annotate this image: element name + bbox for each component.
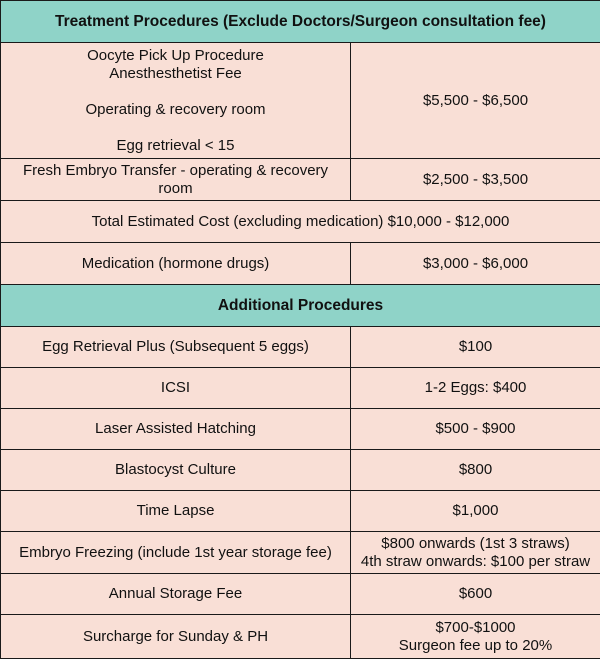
additional-header-row	[1, 285, 600, 327]
price-line: Surgeon fee up to 20%	[398, 636, 553, 654]
line-spacer	[5, 83, 346, 101]
table-row	[1, 491, 600, 532]
procedure-line: Fresh Embryo Transfer - operating & recovery	[22, 161, 329, 179]
procedure-line: Oocyte Pick Up Procedure	[87, 46, 264, 64]
table-row	[1, 43, 600, 159]
price-cell: $500 - $900	[351, 409, 600, 450]
price-cell	[351, 615, 600, 659]
table-row	[1, 574, 600, 615]
price-cell: $600	[351, 574, 600, 615]
procedure-cell: Egg Retrieval Plus (Subsequent 5 eggs)	[1, 327, 351, 368]
treatment-header-row	[1, 1, 600, 43]
procedure-cell	[1, 159, 351, 201]
price-cell: $3,000 - $6,000	[351, 243, 600, 285]
procedure-cell	[1, 43, 351, 159]
table-row	[1, 327, 600, 368]
procedure-cell: Medication (hormone drugs)	[1, 243, 351, 285]
price-cell: $5,500 - $6,500	[351, 43, 600, 159]
procedure-cell: Laser Assisted Hatching	[1, 409, 351, 450]
table-row	[1, 243, 600, 285]
procedure-line: Operating & recovery room	[85, 100, 266, 118]
procedure-cell: Annual Storage Fee	[1, 574, 351, 615]
treatment-procedures-header: Treatment Procedures (Exclude Doctors/Surgeon consultation fee)	[1, 1, 600, 43]
price-cell: $2,500 - $3,500	[351, 159, 600, 201]
price-cell: $100	[351, 327, 600, 368]
price-line: $700-$1000	[435, 618, 516, 636]
line-spacer	[5, 119, 346, 137]
procedure-cell: Embryo Freezing (include 1st year storage fee)	[1, 532, 351, 574]
table-row	[1, 409, 600, 450]
table-row	[1, 450, 600, 491]
additional-procedures-header: Additional Procedures	[1, 285, 600, 327]
total-row	[1, 201, 600, 243]
table-row	[1, 159, 600, 201]
price-line: $800 onwards (1st 3 straws)	[381, 534, 570, 552]
procedure-cell: ICSI	[1, 368, 351, 409]
price-cell	[351, 532, 600, 574]
table-row	[1, 532, 600, 574]
price-cell: 1-2 Eggs: $400	[351, 368, 600, 409]
table-row	[1, 615, 600, 659]
procedure-cell: Time Lapse	[1, 491, 351, 532]
procedure-cell: Blastocyst Culture	[1, 450, 351, 491]
price-cell: $1,000	[351, 491, 600, 532]
price-line: 4th straw onwards: $100 per straw	[360, 552, 591, 570]
total-estimated-cost: Total Estimated Cost (excluding medication) $10,000 - $12,000	[1, 201, 600, 243]
table-row	[1, 368, 600, 409]
procedure-cell: Surcharge for Sunday & PH	[1, 615, 351, 659]
procedure-line: Egg retrieval < 15	[116, 136, 235, 154]
procedure-line: Anesthesthetist Fee	[109, 64, 242, 82]
procedure-line: room	[158, 179, 193, 197]
price-cell: $800	[351, 450, 600, 491]
